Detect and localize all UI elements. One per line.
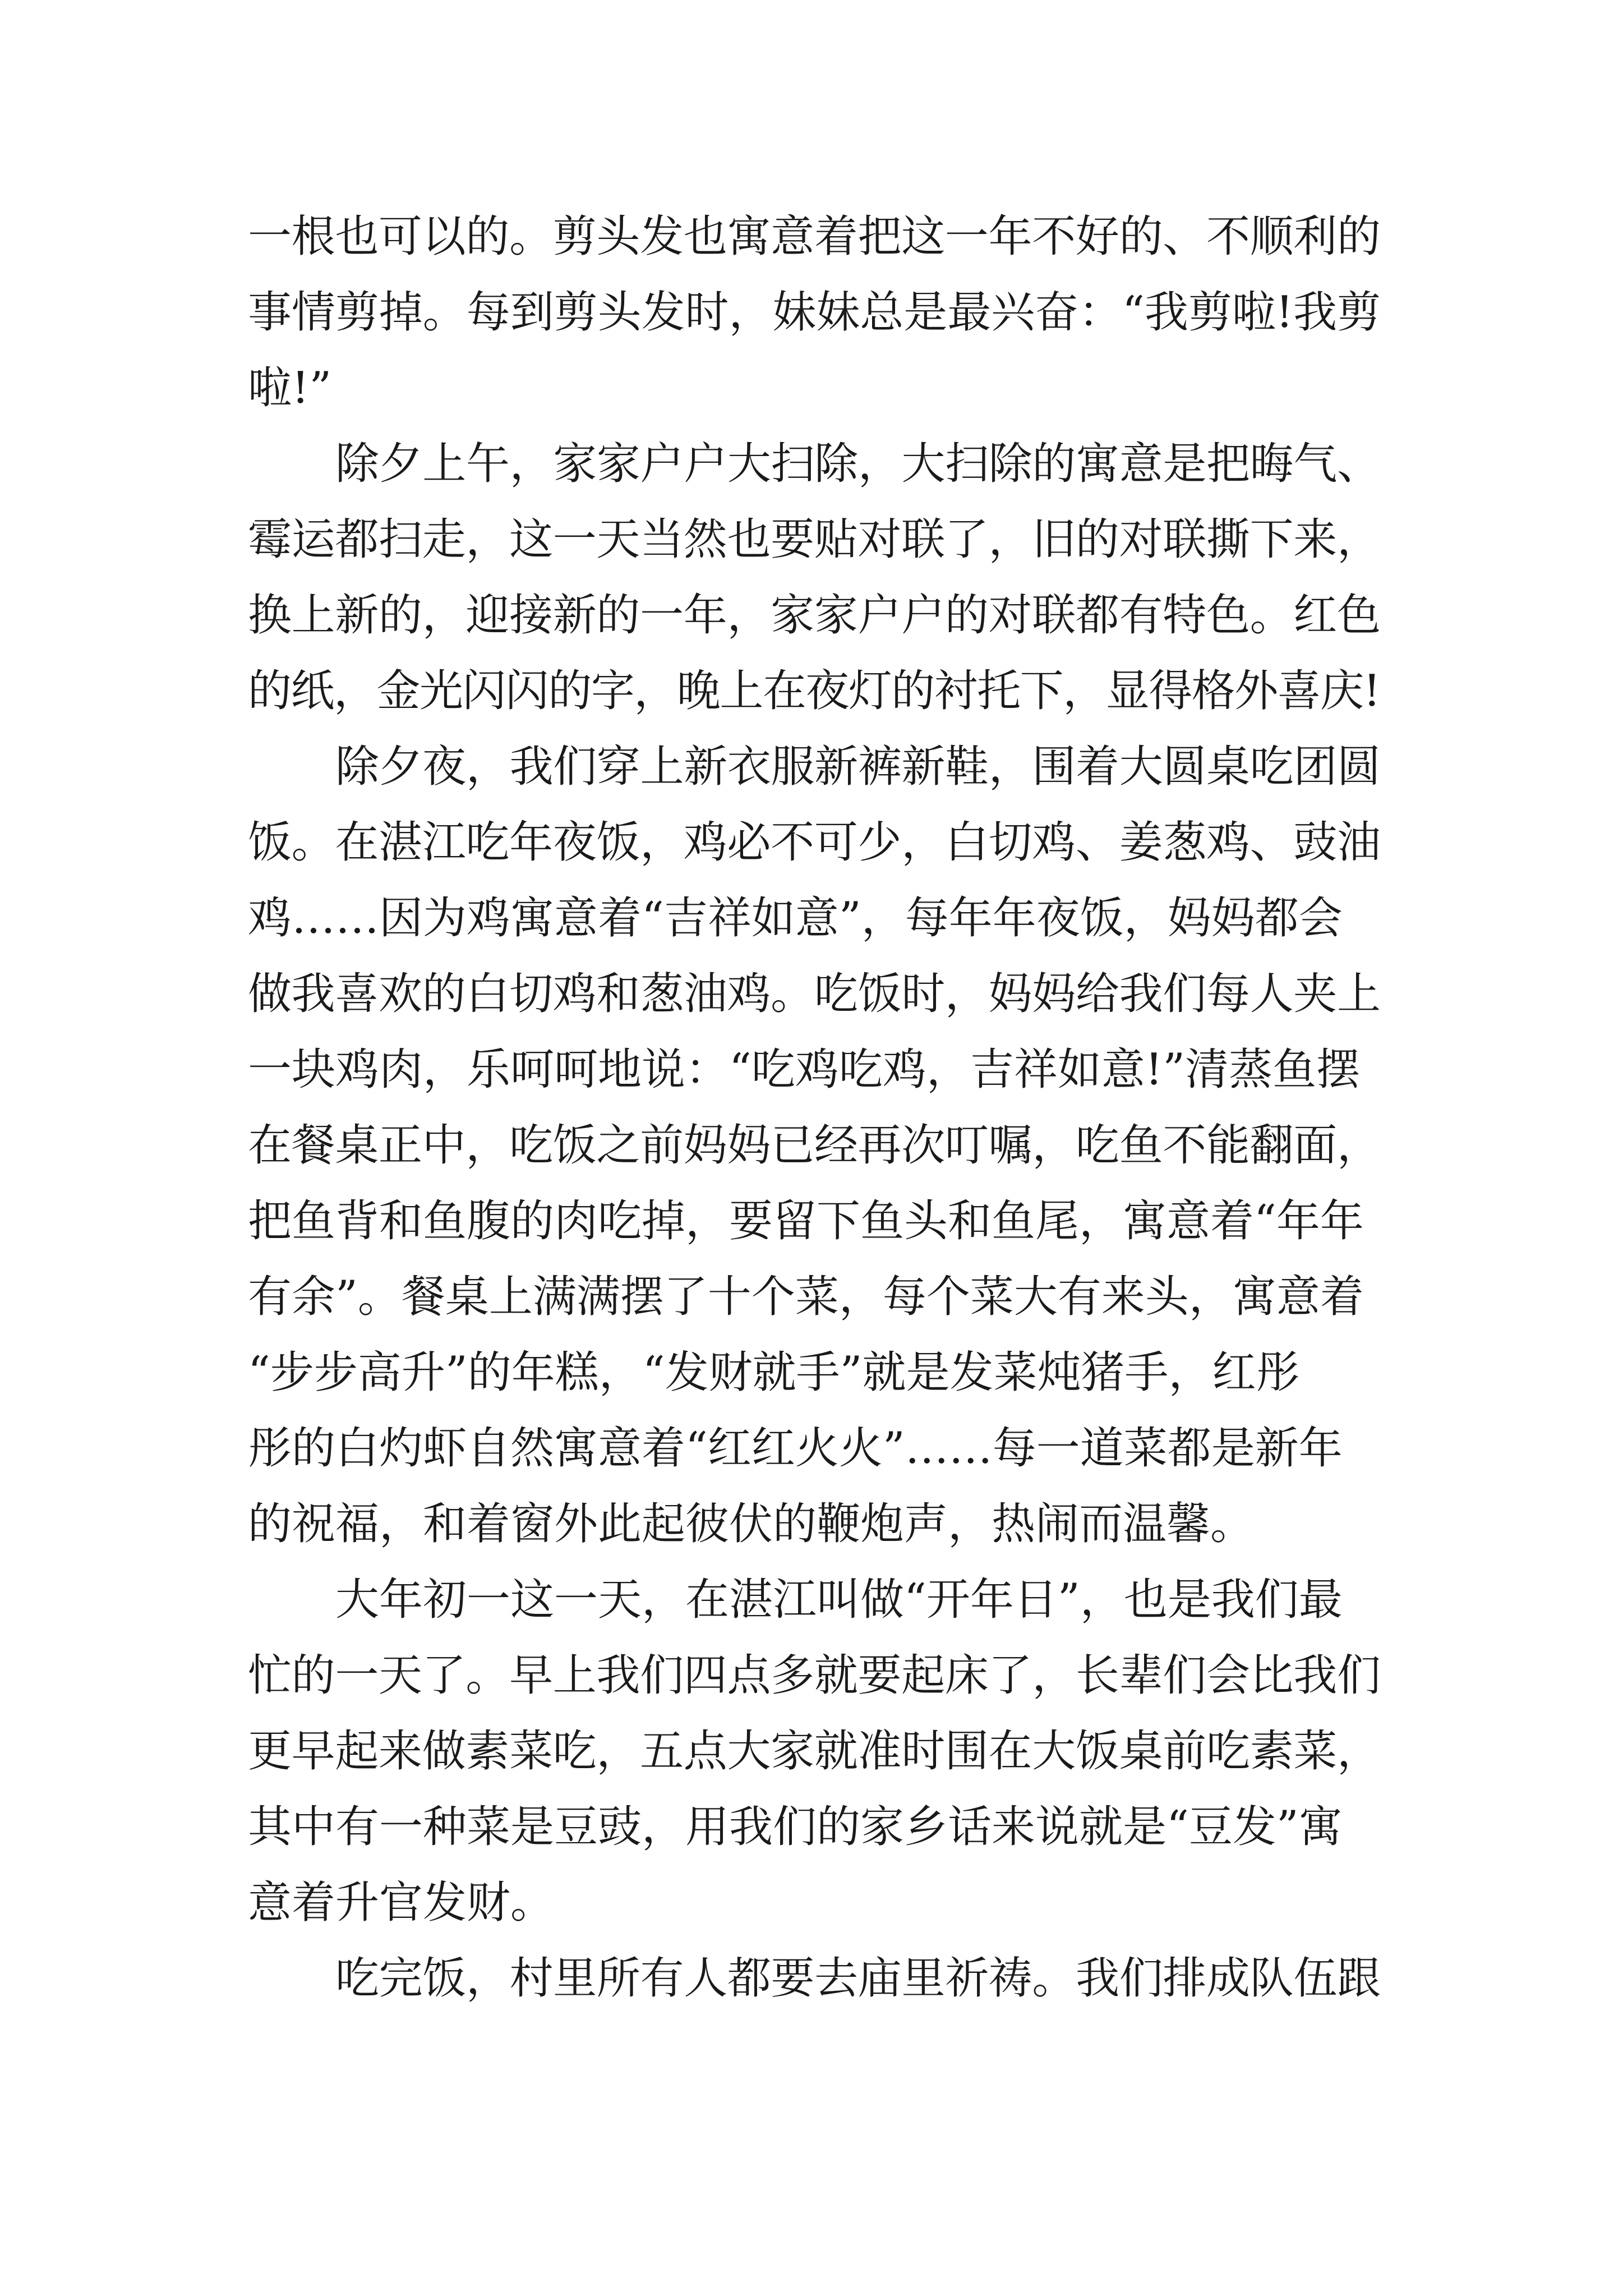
text-line: 除夕夜，我们穿上新衣服新裤新鞋，围着大圆桌吃团圆: [335, 742, 1381, 792]
text-line: 的纸，金光闪闪的字，晚上在夜灯的衬托下，显得格外喜庆!: [248, 666, 1380, 716]
text-line: 吃完饭，村里所有人都要去庙里祈祷。我们排成队伍跟: [335, 1953, 1381, 2004]
text-line: 更早起来做素菜吃，五点大家就准时围在大饭桌前吃素菜，: [248, 1726, 1381, 1777]
body-text: [248, 199, 1381, 2017]
text-line: 鸡……因为鸡寓意着“吉祥如意”，每年年夜饭，妈妈都会: [248, 893, 1343, 944]
text-line: 事情剪掉。每到剪头发时，妹妹总是最兴奋：“我剪啦!我剪: [248, 287, 1381, 338]
text-line: 在餐桌正中，吃饭之前妈妈已经再次叮嘱，吃鱼不能翻面，: [248, 1120, 1381, 1171]
text-line: 饭。在湛江吃年夜饭，鸡必不可少，白切鸡、姜葱鸡、豉油: [248, 817, 1381, 868]
text-line: 把鱼背和鱼腹的肉吃掉，要留下鱼头和鱼尾，寓意着“年年: [248, 1196, 1364, 1246]
text-line: 啦!”: [248, 363, 332, 413]
text-line: 大年初一这一天，在湛江叫做“开年日”，也是我们最: [335, 1575, 1343, 1625]
text-line: 有余”。餐桌上满满摆了十个菜，每个菜大有来头，寓意着: [248, 1272, 1364, 1322]
text-line: 除夕上午，家家户户大扫除，大扫除的寓意是把晦气、: [335, 439, 1381, 489]
text-line: 换上新的，迎接新的一年，家家户户的对联都有特色。红色: [248, 590, 1381, 641]
text-line: 一根也可以的。剪头发也寓意着把这一年不好的、不顺利的: [248, 211, 1381, 262]
text-line: 的祝福，和着窗外此起彼伏的鞭炮声，热闹而温馨。: [248, 1499, 1255, 1549]
text-line: 做我喜欢的白切鸡和葱油鸡。吃饭时，妈妈给我们每人夹上: [248, 969, 1381, 1019]
text-line: 霉运都扫走，这一天当然也要贴对联了，旧的对联撕下来，: [248, 514, 1381, 565]
text-line: 彤的白灼虾自然寓意着“红红火火”……每一道菜都是新年: [248, 1423, 1343, 1474]
text-line: “步步高升”的年糕，“发财就手”就是发菜炖猪手，红彤: [248, 1347, 1300, 1398]
text-line: 其中有一种菜是豆豉，用我们的家乡话来说就是“豆发”寓: [248, 1802, 1343, 1852]
text-line: 意着升官发财。: [248, 1878, 555, 1928]
text-line: 忙的一天了。早上我们四点多就要起床了，长辈们会比我们: [248, 1650, 1381, 1701]
text-line: 一块鸡肉，乐呵呵地说：“吃鸡吃鸡，吉祥如意!”清蒸鱼摆: [248, 1045, 1361, 1095]
